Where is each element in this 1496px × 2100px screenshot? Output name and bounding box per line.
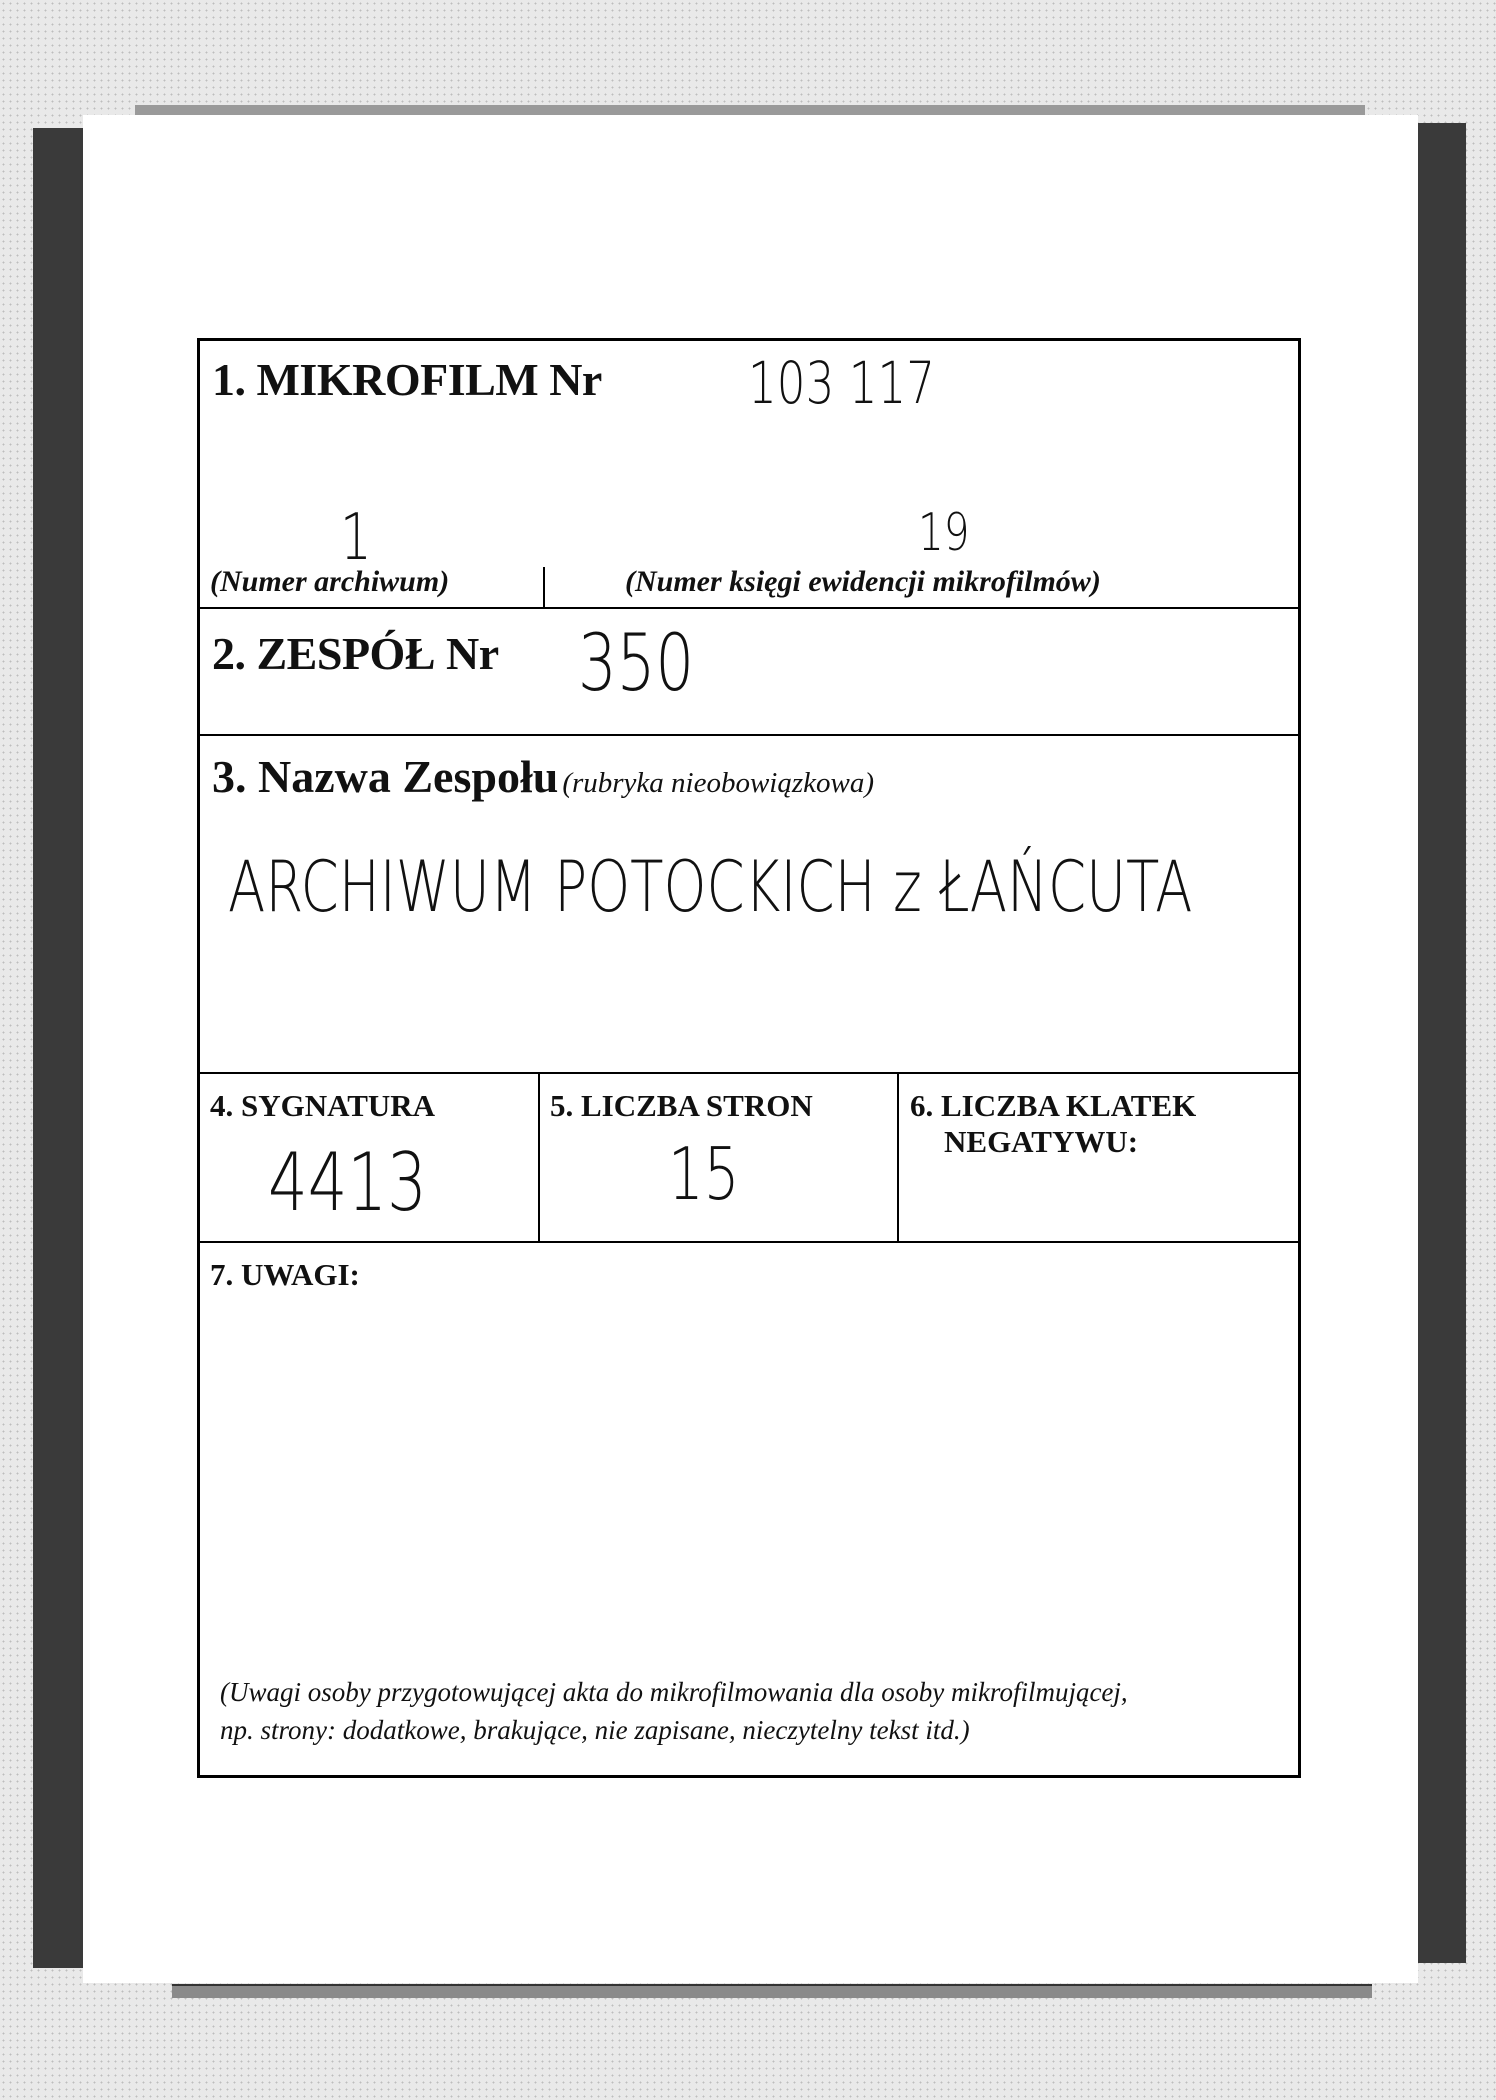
remarks-note-line1: (Uwagi osoby przygotowującej akta do mikrofilmowania dla osoby mikrofilmującej,	[220, 1677, 1128, 1707]
film-edge-left	[33, 128, 83, 1968]
section-fonds-name	[200, 736, 1298, 1074]
archive-number-value: 1	[340, 501, 372, 575]
page-count-label: 5. LICZBA STRON	[550, 1088, 813, 1123]
section-microfilm-number	[200, 341, 1298, 609]
remarks-label: 7. UWAGI:	[210, 1257, 360, 1292]
column-divider	[538, 1074, 540, 1241]
page-count-value: 15	[668, 1132, 740, 1216]
label-divider	[543, 567, 545, 607]
fonds-name-label: 3. Nazwa Zespołu	[212, 751, 559, 802]
signature-value: 4413	[268, 1136, 427, 1229]
fonds-name-hint: (rubryka nieobowiązkowa)	[562, 767, 875, 799]
fonds-label: 2. ZESPÓŁ Nr	[212, 628, 499, 679]
microfilm-form	[197, 338, 1301, 1778]
remarks-note-line2: np. strony: dodatkowe, brakujące, nie zapisane, nieczytelny tekst itd.)	[220, 1715, 970, 1745]
fonds-number-value: 350	[578, 619, 695, 709]
section-remarks	[200, 1243, 1298, 1775]
register-number-value: 19	[918, 503, 970, 563]
microfilm-number-value: 103 117	[748, 349, 936, 417]
section-fonds-number	[200, 609, 1298, 736]
film-edge-right	[1415, 123, 1466, 1963]
page-edge-bottom	[172, 1984, 1372, 1998]
archive-number-label: (Numer archiwum)	[210, 565, 450, 598]
frame-count-label-line2: NEGATYWU:	[944, 1124, 1139, 1159]
microfilm-label: 1. MIKROFILM Nr	[212, 354, 602, 405]
column-divider	[897, 1074, 899, 1241]
fonds-name-value: ARCHIWUM POTOCKICH z ŁAŃCUTA	[228, 846, 1193, 928]
register-number-label: (Numer księgi ewidencji mikrofilmów)	[625, 565, 1101, 598]
frame-count-label-line1: 6. LICZBA KLATEK	[910, 1088, 1197, 1123]
signature-label: 4. SYGNATURA	[210, 1088, 436, 1123]
section-details	[200, 1074, 1298, 1243]
fonds-name-heading	[212, 750, 874, 803]
